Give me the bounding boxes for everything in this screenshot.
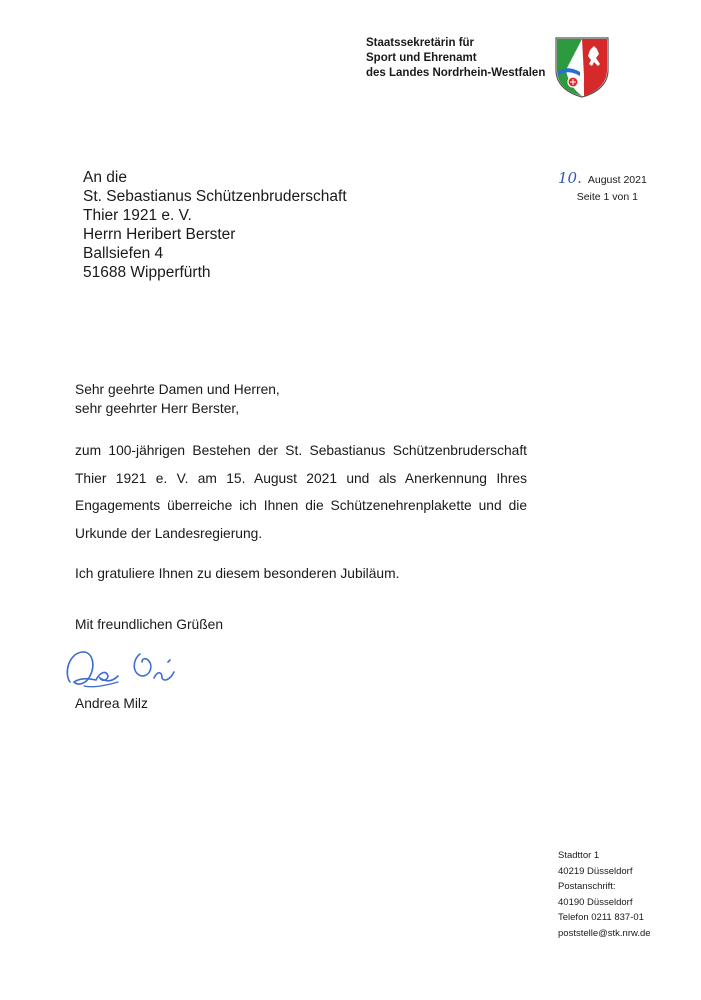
handwritten-signature [62,642,192,694]
page-indicator: Seite 1 von 1 [576,191,638,203]
date-month-year: August 2021 [587,174,647,186]
letter-paragraph: zum 100-jährigen Bestehen der St. Sebastianus Schützenbruderschaft Thier 1921 e. V. am 15. August 2021 und als Anerkennung Ihres Engagements überreiche ich Ihnen die Schützenehrenplakette und die Urkunde der Landesregierung. [75,443,527,541]
recipient-line: Thier 1921 e. V. [83,207,192,224]
closing-phrase: Mit freundlichen Grüßen [75,617,223,632]
recipient-line: Ballsiefen 4 [83,245,164,262]
footer-email-link[interactable]: poststelle@stk.nrw.de [558,927,651,939]
salutation-line-2: sehr geehrter Herr Berster, [75,401,240,416]
signer-name: Andrea Milz [75,696,148,711]
congratulation-sentence: Ich gratuliere Ihnen zu diesem besonderen Jubiläum. [75,566,400,581]
nrw-coat-of-arms-logo [554,36,610,98]
footer-line: 40190 Düsseldorf [558,896,633,908]
salutation-line-1: Sehr geehrte Damen und Herren, [75,382,280,397]
footer-line: Stadttor 1 [558,850,600,861]
letterhead-line-1: Staatssekretärin für [366,37,475,49]
recipient-line: St. Sebastianus Schützenbruderschaft [83,188,347,205]
footer-line: Postanschrift: [558,881,616,892]
letterhead-line-3: des Landes Nordrhein-Westfalen [366,67,546,79]
recipient-line: Herrn Heribert Berster [83,226,236,243]
footer-line: 40219 Düsseldorf [558,865,633,877]
letterhead-line-2: Sport und Ehrenamt [366,52,477,64]
recipient-line: 51688 Wipperfürth [83,264,211,281]
salutation [75,380,527,418]
date-block [558,169,647,206]
recipient-line: An die [83,169,127,186]
handwritten-day: 10. [558,169,582,187]
footer-line: Telefon 0211 837-01 [558,912,644,923]
footer-contact [558,848,651,941]
recipient-address [83,168,347,282]
letterhead [366,36,546,81]
date-line [558,169,647,189]
